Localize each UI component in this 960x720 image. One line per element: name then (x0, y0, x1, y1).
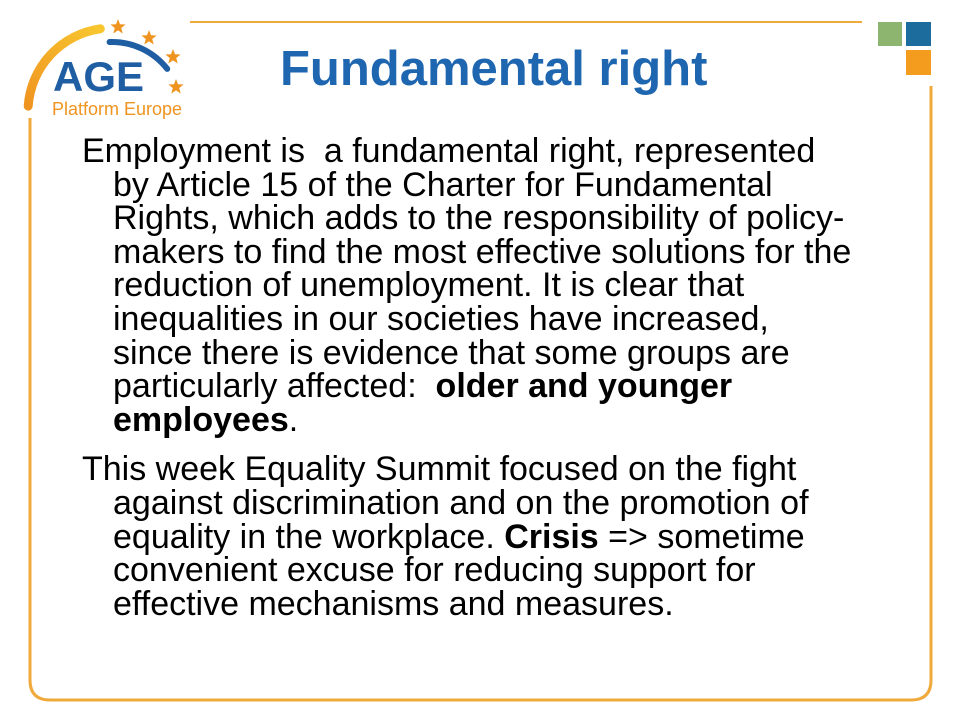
text-run: makers to find the most effective solutions for the (113, 232, 852, 271)
body-line (82, 266, 851, 305)
text-run: convenient excuse for reducing support for (113, 551, 756, 590)
text-run: Rights, which adds to the responsibility of policy- (113, 199, 845, 238)
body-line (82, 199, 851, 238)
star-icon (168, 79, 183, 93)
text-run: Employment is a fundamental right, represented (82, 132, 816, 170)
text-run: equality in the workplace. (113, 517, 505, 556)
star-icon (110, 19, 125, 33)
star-icon (141, 30, 156, 44)
body-line (82, 551, 851, 590)
orange-square (906, 50, 931, 75)
emphasis-text: employees (113, 400, 289, 439)
logo-tagline: Platform Europe (52, 99, 183, 119)
logo-name: AGE (53, 53, 145, 100)
text-run: against discrimination and on the promotion of (113, 483, 809, 522)
slide-body (82, 132, 852, 623)
text-run: effective mechanisms and measures. (113, 584, 674, 623)
blue-square (906, 22, 931, 46)
body-line (82, 483, 851, 522)
text-run: reduction of unemployment. It is clear that (113, 266, 745, 305)
text-run: This week Equality Summit focused on the fight (82, 450, 797, 489)
body-line (82, 367, 851, 406)
green-square (878, 22, 902, 46)
body-line (82, 132, 851, 170)
emphasis-text: Crisis (504, 517, 599, 556)
body-line (82, 517, 851, 556)
slide-title: Fundamental right (280, 42, 708, 96)
text-run: inequalities in our societies have increased, (113, 299, 769, 338)
body-paragraph (82, 132, 852, 439)
body-line (82, 450, 851, 489)
text-run: particularly affected: (113, 367, 436, 406)
text-run: => sometime (598, 517, 805, 556)
body-line (82, 400, 851, 439)
text-run: by Article 15 of the Charter for Fundamental (113, 165, 773, 204)
body-line (82, 299, 851, 338)
body-paragraph (82, 450, 851, 623)
body-line (82, 232, 852, 271)
body-line (82, 584, 851, 623)
emphasis-text: older and younger (435, 367, 733, 406)
star-icon (165, 49, 180, 63)
text-run: since there is evidence that some groups are (113, 333, 790, 372)
text-run: . (288, 400, 299, 439)
body-line (82, 333, 851, 372)
body-line (82, 165, 851, 204)
